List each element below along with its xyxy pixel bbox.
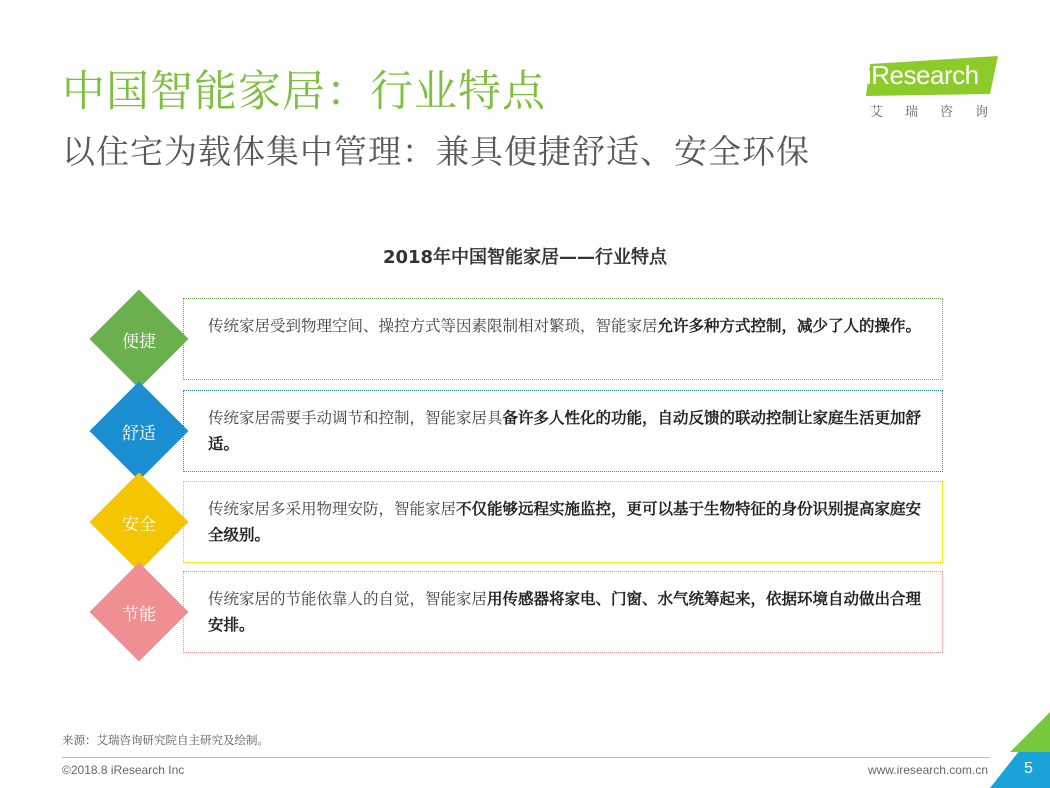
iresearch-logo <box>866 54 1011 122</box>
page-title: 中国智能家居：行业特点 <box>62 67 546 117</box>
feature-row <box>0 386 1050 476</box>
feature-description <box>208 313 928 339</box>
feature-label: 节能 <box>122 605 156 625</box>
feature-text-normal: 传统家居需要手动调节和控制，智能家居具 <box>208 409 503 427</box>
feature-text-bold: 允许多种方式控制，减少了人的操作。 <box>657 317 922 335</box>
feature-text-bold: 用传感器将家电、门窗、水气统筹起来，依据环境自动做出合理安排。 <box>208 590 922 634</box>
feature-text-bold: 不仅能够远程实施监控，更可以基于生物特征的身份识别提高家庭安全级别。 <box>208 500 922 544</box>
feature-box <box>183 298 943 380</box>
logo-i: i <box>866 60 872 90</box>
page-number: 5 <box>1024 760 1033 777</box>
feature-description <box>208 496 928 548</box>
feature-row <box>0 567 1050 657</box>
feature-label: 舒适 <box>122 424 156 444</box>
feature-text-normal: 传统家居多采用物理安防，智能家居 <box>208 500 457 518</box>
feature-description <box>208 586 928 638</box>
website-url: www.iresearch.com.cn <box>867 763 988 777</box>
feature-text-normal: 传统家居的节能依靠人的自觉，智能家居 <box>208 590 488 608</box>
feature-description <box>208 405 928 457</box>
logo-research: Research <box>871 60 979 90</box>
page-subtitle: 以住宅为载体集中管理：兼具便捷舒适、安全环保 <box>62 132 810 171</box>
footer-divider <box>62 757 990 758</box>
feature-label: 安全 <box>122 515 156 535</box>
feature-text-normal: 传统家居受到物理空间、操控方式等因素限制相对繁琐，智能家居 <box>208 317 658 335</box>
source-note: 来源：艾瑞咨询研究院自主研究及绘制。 <box>62 733 269 747</box>
feature-box <box>183 481 943 563</box>
feature-box <box>183 390 943 472</box>
logo-chinese: 艾瑞咨询 <box>870 105 1011 120</box>
chart-title: 2018年中国智能家居——行业特点 <box>382 247 668 268</box>
logo-wordmark <box>866 60 979 91</box>
feature-row <box>0 477 1050 567</box>
feature-row <box>0 294 1050 384</box>
feature-box <box>183 571 943 653</box>
corner-decoration-icon <box>990 712 1050 788</box>
feature-text-bold: 备许多人性化的功能，自动反馈的联动控制让家庭生活更加舒适。 <box>208 409 922 453</box>
feature-label: 便捷 <box>122 332 156 352</box>
copyright: ©2018.8 iResearch Inc <box>62 763 185 777</box>
